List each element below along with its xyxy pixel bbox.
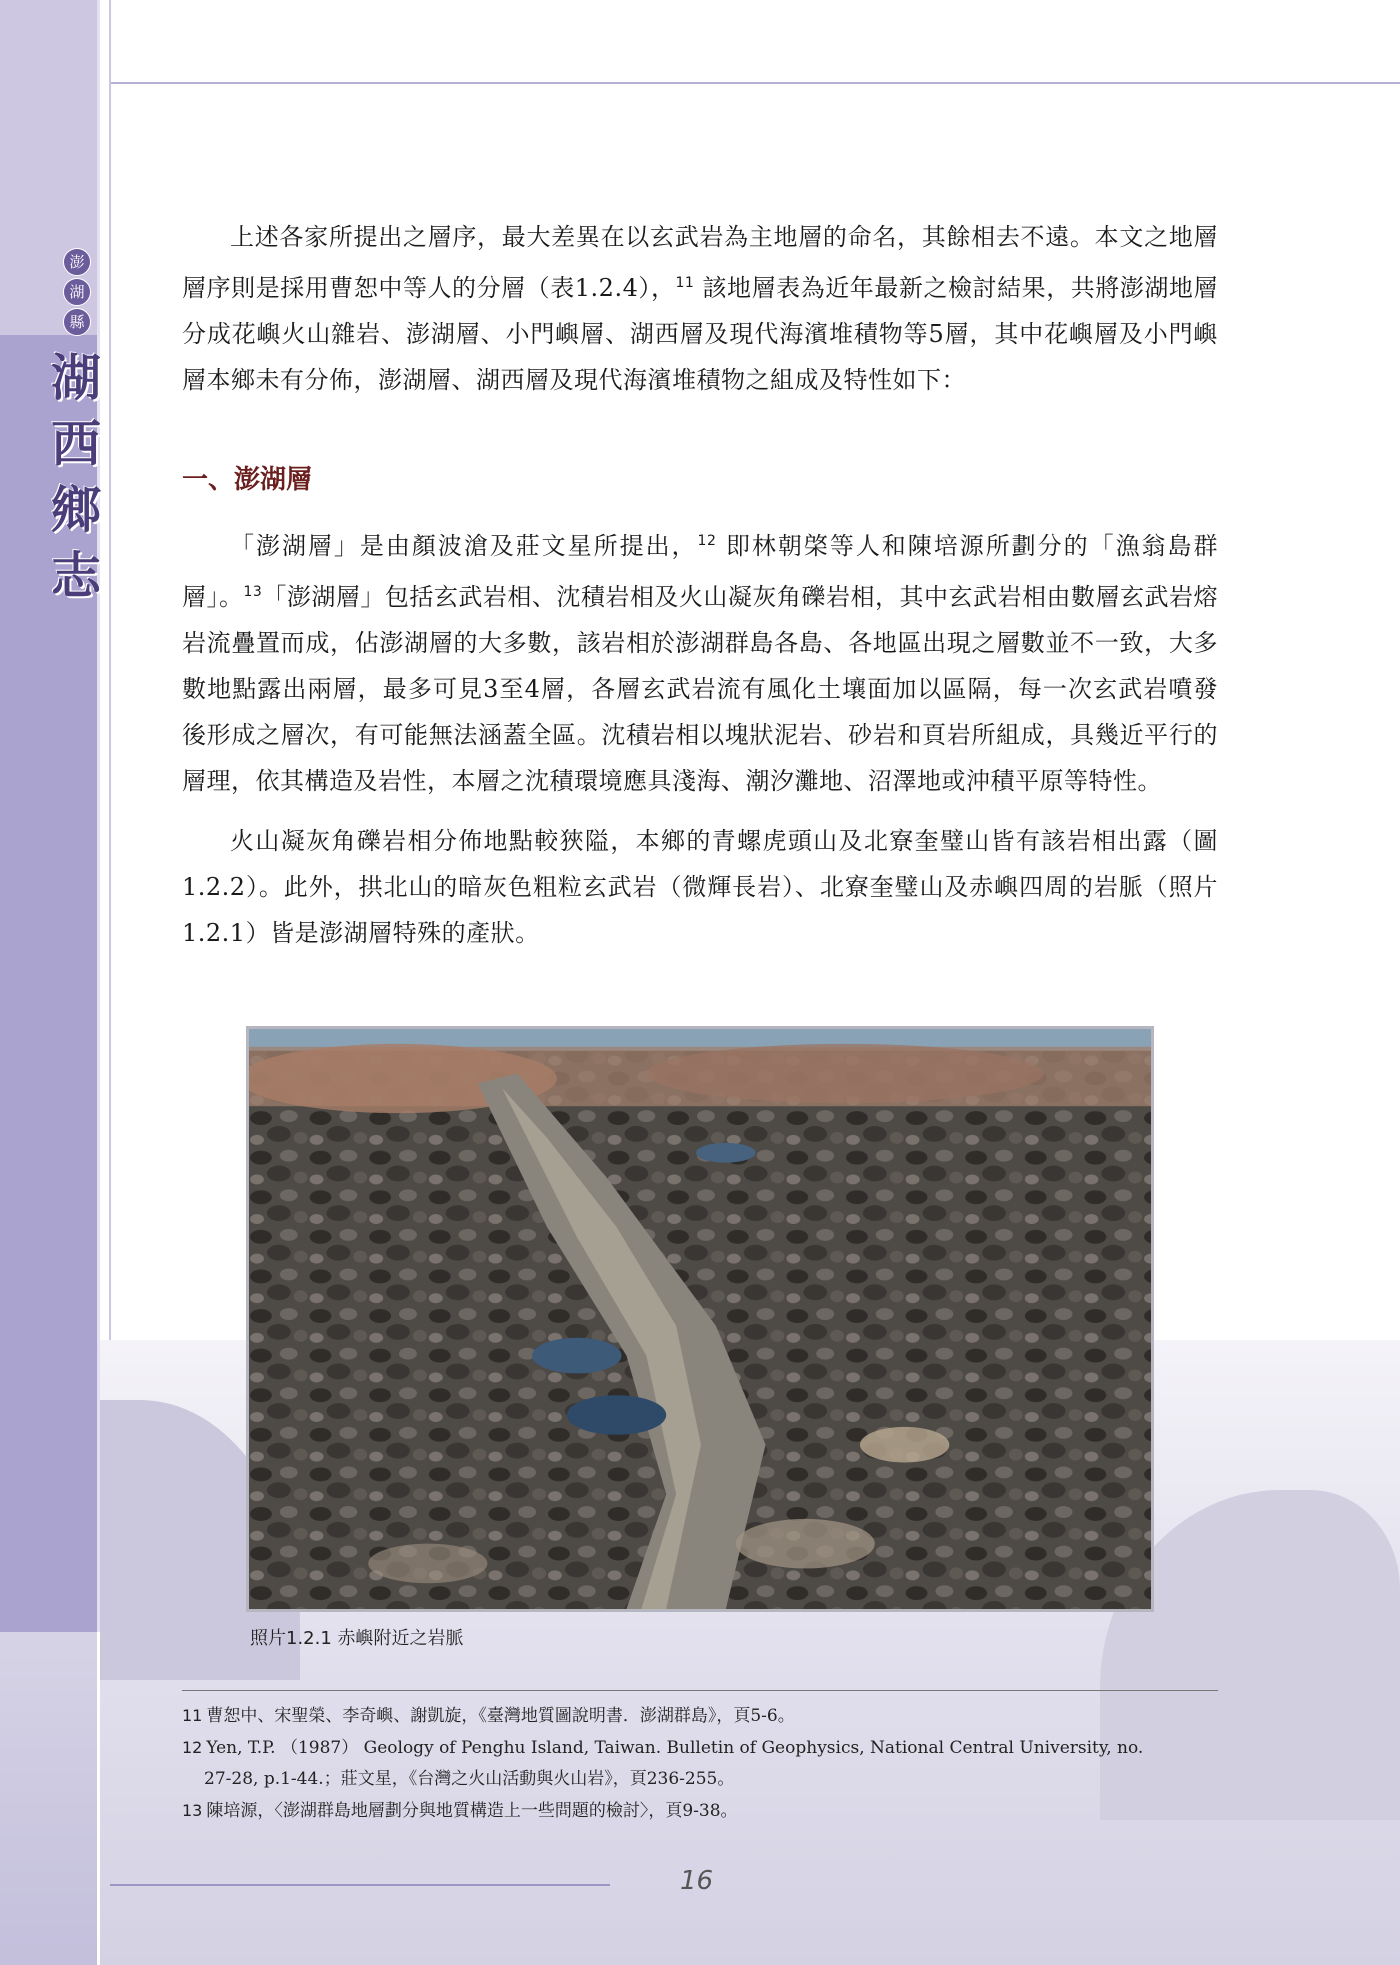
paragraph: 火山凝灰角礫岩相分佈地點較狹隘，本鄉的青螺虎頭山及北寮奎璧山皆有該岩相出露（圖1.2.2）。此外，拱北山的暗灰色粗粒玄武岩（微輝長岩）、北寮奎璧山及赤嶼四周的岩脈（照片1.2.1）皆是澎湖層特殊的產狀。 [182, 827, 1218, 947]
footnote-number: 13 [182, 1801, 203, 1820]
footer-rule [110, 1884, 610, 1886]
county-badge [62, 248, 92, 336]
section-heading: 一、澎湖層 [182, 465, 313, 495]
county-char: 澎 [63, 248, 91, 276]
paragraph [182, 214, 1218, 403]
county-char: 縣 [63, 308, 91, 336]
footnote [182, 1700, 1218, 1732]
footnote [182, 1732, 1218, 1764]
footnote-text: 曹恕中、宋聖榮、李奇嶼、謝凱旋，《臺灣地質圖說明書．澎湖群島》，頁5-6。 [206, 1706, 795, 1726]
page-number: 16 [680, 1866, 714, 1896]
footnote [182, 1795, 1218, 1827]
text-run: 上述各家所提出之層序，最大差異在以玄武岩為主地層的命名，其餘相去不遠。本文之地層層序則是採用曹恕中等人的分層（表1.2.4）， [182, 223, 1218, 302]
footnotes [182, 1700, 1218, 1827]
county-char: 湖 [63, 278, 91, 306]
sidebar-band-lower [0, 1632, 97, 1965]
text-run: 該地層表為近年最新之檢討結果，共將澎湖地層分成花嶼火山雜岩、澎湖層、小門嶼層、湖西層及現代海濱堆積物等5層，其中花嶼層及小門嶼層本鄉未有分佈，澎湖層、湖西層及現代海濱堆積物之組成及特性如下： [182, 274, 1218, 394]
footnote-text: 陳培源，〈澎湖群島地層劃分與地質構造上一些問題的檢討〉，頁9-38。 [206, 1801, 738, 1821]
footnote-ref: 13 [243, 584, 263, 600]
volume-title-char: 湖 [51, 348, 101, 407]
text-run: 「澎湖層」包括玄武岩相、沈積岩相及火山凝灰角礫岩相，其中玄武岩相由數層玄武岩熔岩流疊置而成，佔澎湖層的大多數，該岩相於澎湖群島各島、各地區出現之層數並不一致，大多數地點露出兩層，最多可見3至4層，各層玄武岩流有風化土壤面加以區隔，每一次玄武岩噴發後形成之層次，有可能無法涵蓋全區。沈積岩相以塊狀泥岩、砂岩和頁岩所組成，具幾近平行的層理，依其構造及岩性，本層之沈積環境應具淺海、潮汐灘地、沼澤地或沖積平原等特性。 [182, 583, 1219, 795]
paragraph [182, 518, 1218, 804]
footnote-ref: 11 [675, 275, 695, 291]
volume-title-char: 鄉 [51, 480, 101, 539]
footnote-ref: 12 [697, 533, 717, 549]
footnote-rule [182, 1690, 1218, 1691]
photo-illustration [249, 1029, 1151, 1609]
text-run: 「澎湖層」是由顏波滄及莊文星所提出， [230, 532, 698, 560]
volume-title-char: 西 [51, 414, 101, 473]
footnote-number: 12 [182, 1738, 203, 1757]
text-run: 即林朝棨等人和陳培源所劃分的「漁翁島群層」。 [182, 532, 1218, 611]
footnote-continuation: 27-28, p.1-44.；莊文星，《台灣之火山活動與火山岩》，頁236-255。 [204, 1769, 735, 1789]
main-text [182, 214, 1218, 956]
volume-title-char: 志 [51, 546, 101, 605]
header-rule [111, 82, 1400, 84]
footnote-number: 11 [182, 1706, 203, 1725]
rock-dike-photo [246, 1026, 1154, 1612]
photo-caption: 照片1.2.1 赤嶼附近之岩脈 [250, 1628, 464, 1649]
footnote-text: Yen, T.P. （1987） Geology of Penghu Island, Taiwan. Bulletin of Geophysics, National Central University, no. [206, 1738, 1144, 1758]
volume-title [46, 345, 106, 609]
